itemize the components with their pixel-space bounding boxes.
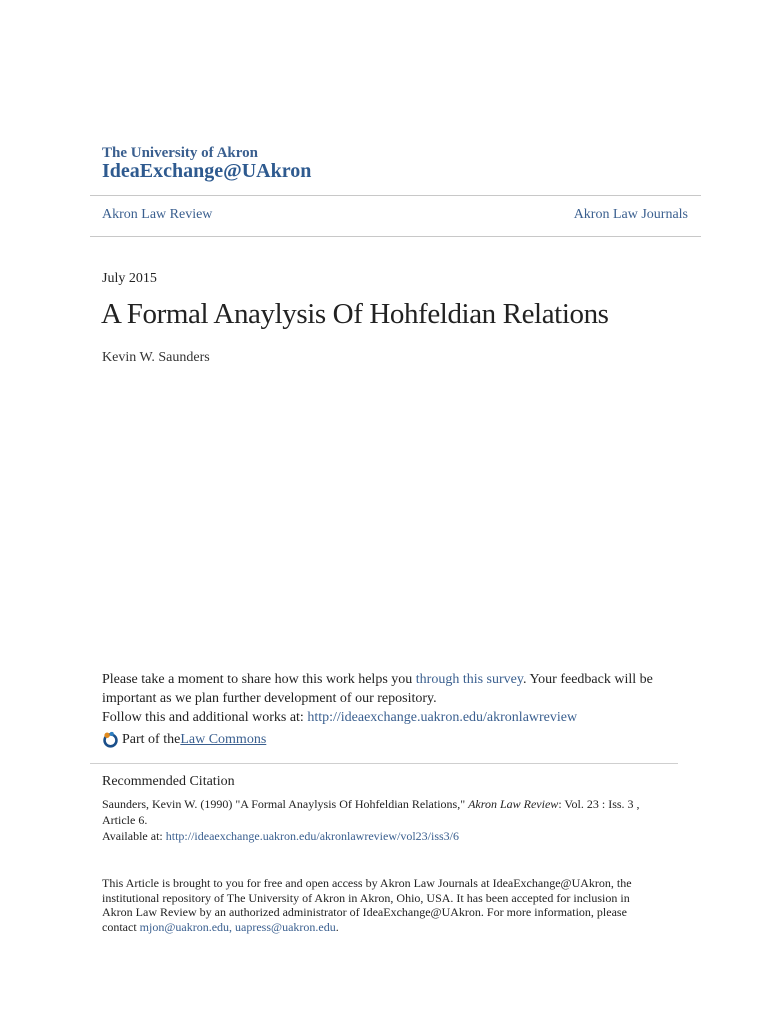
recommended-citation-heading: Recommended Citation	[102, 774, 235, 789]
follow-text: Follow this and additional works at:	[102, 710, 308, 725]
part-of-text: Part of the	[122, 731, 181, 747]
article-url-link[interactable]: http://ideaexchange.uakron.edu/akronlawreview/vol23/iss3/6	[165, 829, 459, 843]
publication-date: July 2015	[102, 271, 157, 286]
nav-divider	[90, 236, 701, 237]
contact-emails-link[interactable]: mjon@uakron.edu, uapress@uakron.edu	[139, 919, 336, 934]
feedback-text-after: . Your feedback will be important as we plan further development of our repository.	[102, 672, 653, 706]
citation-text	[102, 796, 662, 844]
author-name: Kevin W. Saunders	[102, 350, 210, 365]
article-title: A Formal Anaylysis Of Hohfeldian Relations	[101, 298, 609, 330]
available-at-label: Available at:	[102, 829, 166, 843]
access-notice	[102, 876, 662, 934]
part-of-line	[102, 731, 266, 748]
citation-journal: Akron Law Review	[468, 797, 559, 811]
feedback-paragraph	[102, 670, 672, 727]
citation-text-before: Saunders, Kevin W. (1990) "A Formal Anaylysis Of Hohfeldian Relations,"	[102, 797, 469, 811]
citation-divider	[90, 763, 678, 764]
law-commons-link[interactable]: Law Commons	[180, 731, 267, 747]
access-notice-end: .	[335, 919, 339, 934]
university-name: The University of Akron	[102, 145, 258, 161]
follow-url-link[interactable]: http://ideaexchange.uakron.edu/akronlawreview	[307, 710, 578, 725]
top-divider	[90, 195, 701, 196]
survey-link[interactable]: through this survey	[415, 672, 523, 687]
akron-law-review-link[interactable]: Akron Law Review	[102, 207, 213, 222]
akron-law-journals-link[interactable]: Akron Law Journals	[573, 207, 688, 222]
repository-name[interactable]: IdeaExchange@UAkron	[102, 160, 312, 182]
feedback-text-before: Please take a moment to share how this work helps you	[102, 672, 416, 687]
access-notice-text: This Article is brought to you for free and open access by Akron Law Journals at IdeaExchange@UAkron, the institutional repository of The University of Akron in Akron, Ohio, USA. It has been accepted for inclusion in Akron Law Review by an authorized administrator of IdeaExchange@UAkron. For more information, please contact	[102, 876, 632, 934]
bepress-commons-icon	[102, 731, 119, 748]
citation-text-after: : Vol. 23 : Iss. 3 , Article 6.	[102, 797, 640, 827]
